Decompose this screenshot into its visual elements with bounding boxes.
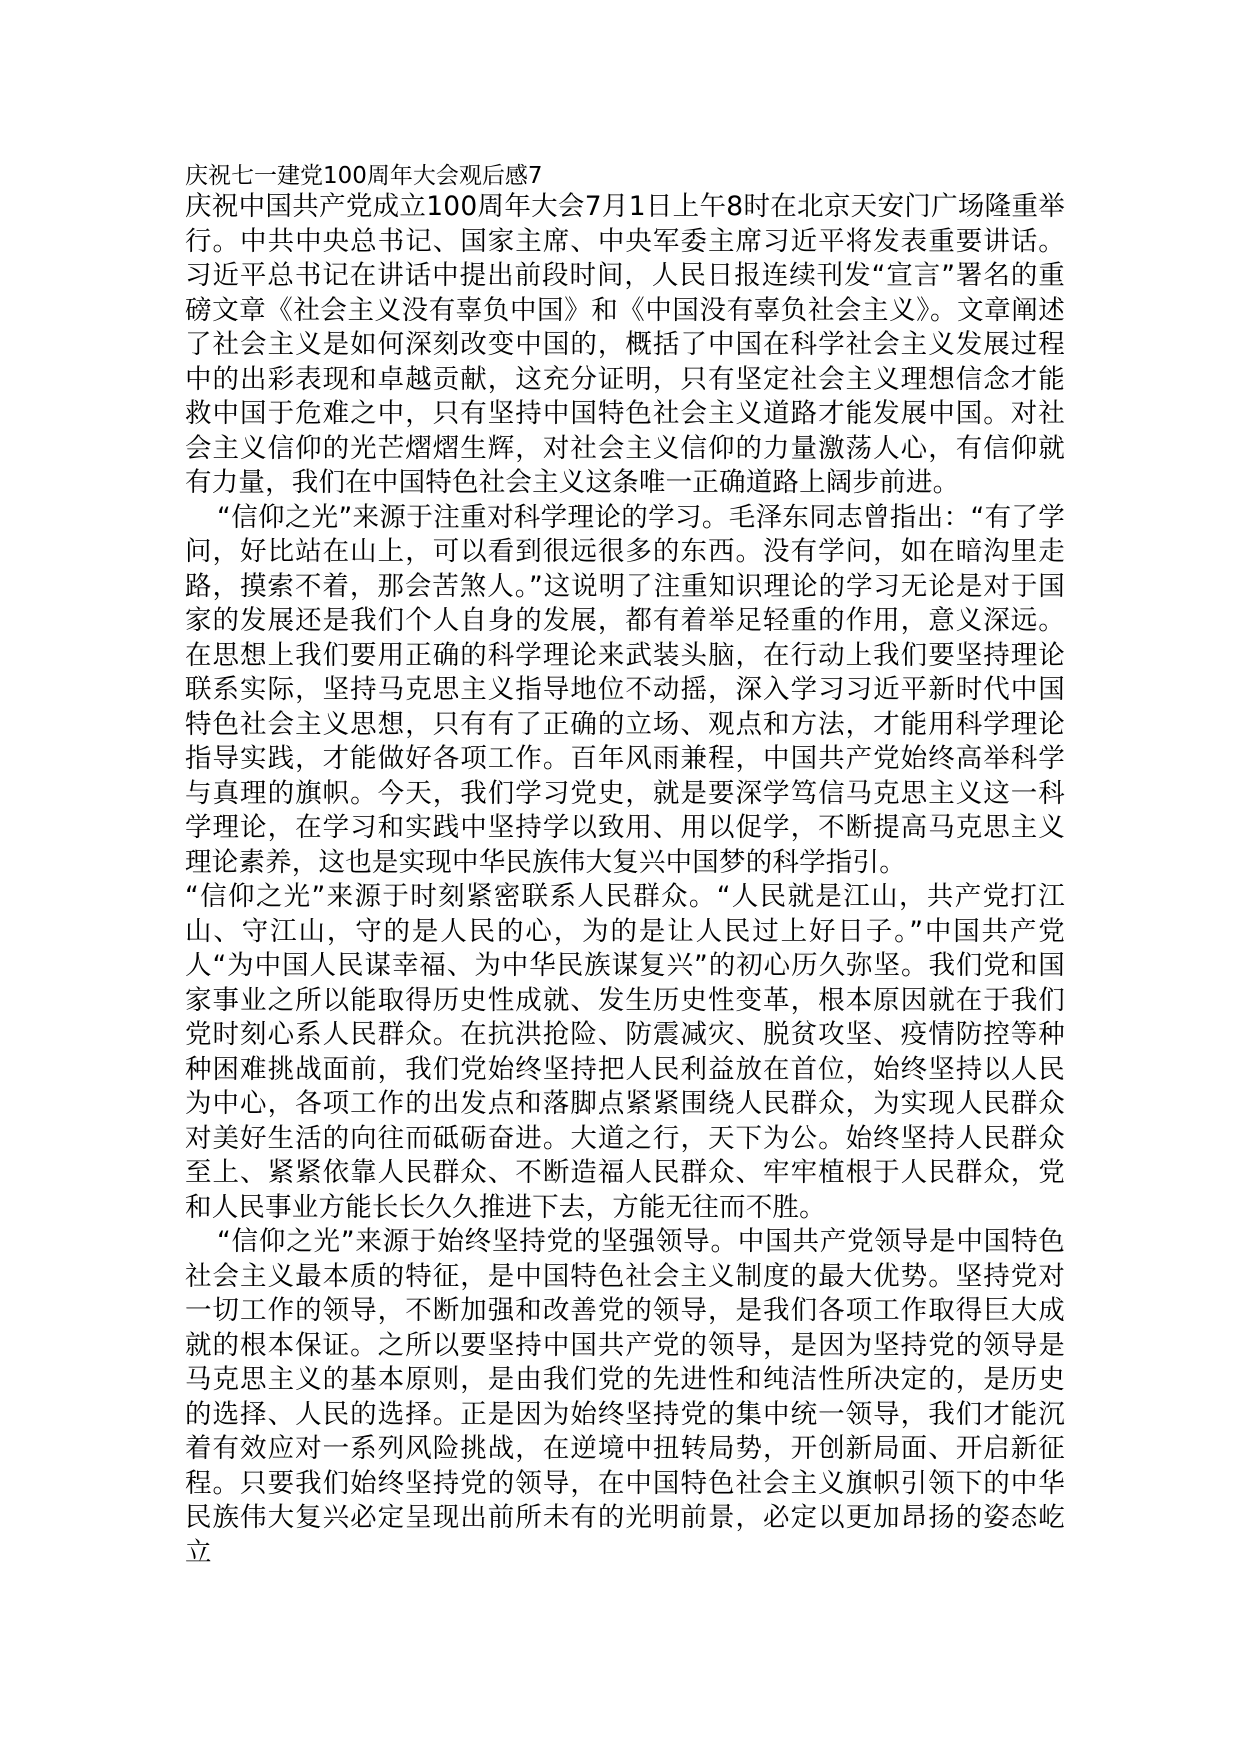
document-title: 庆祝七一建党100周年大会观后感7 xyxy=(185,163,543,189)
paragraph-people: “信仰之光”来源于时刻紧密联系人民群众。“人民就是江山，共产党打江山、守江山，守的是人民的心，为的是让人民过上好日子。”中国共产党人“为中国人民谋幸福、为中华民族谋复兴”的初心历久弥坚。我们党和国家事业之所以能取得历史性成就、发生历史性变革，根本原因就在于我们党时刻心系人民群众。在抗洪抢险、防震减灾、脱贫攻坚、疫情防控等种种困难挑战面前，我们党始终坚持把人民利益放在首位，始终坚持以人民为中心，各项工作的出发点和落脚点紧紧围绕人民群众，为实现人民群众对美好生活的向往而砥砺奋进。大道之行，天下为公。始终坚持人民群众至上、紧紧依靠人民群众、不断造福人民群众、牢牢植根于人民群众，党和人民事业方能长长久久推进下去，方能无往而不胜。 xyxy=(185,881,1065,1223)
paragraph-leadership: “信仰之光”来源于始终坚持党的坚强领导。中国共产党领导是中国特色社会主义最本质的特征，是中国特色社会主义制度的最大优势。坚持党对一切工作的领导，不断加强和改善党的领导，是我们各项工作取得巨大成就的根本保证。之所以要坚持中国共产党的领导，是因为坚持党的领导是马克思主义的基本原则，是由我们党的先进性和纯洁性所决定的，是历史的选择、人民的选择。正是因为始终坚持党的集中统一领导，我们才能沉着有效应对一系列风险挑战，在逆境中扭转局势，开创新局面、开启新征程。只要我们始终坚持党的领导，在中国特色社会主义旗帜引领下的中华民族伟大复兴必定呈现出前所未有的光明前景，必定以更加昂扬的姿态屹立 xyxy=(185,1226,1065,1568)
paragraph-theory: “信仰之光”来源于注重对科学理论的学习。毛泽东同志曾指出：“有了学问，好比站在山上，可以看到很远很多的东西。没有学问，如在暗沟里走路，摸索不着，那会苦煞人。”这说明了注重知识理论的学习无论是对于国家的发展还是我们个人自身的发展，都有着举足轻重的作用，意义深远。在思想上我们要用正确的科学理论来武装头脑，在行动上我们要坚持理论联系实际，坚持马克思主义指导地位不动摇，深入学习习近平新时代中国特色社会主义思想，只有有了正确的立场、观点和方法，才能用科学理论指导实践，才能做好各项工作。百年风雨兼程，中国共产党始终高举科学与真理的旗帜。今天，我们学习党史，就是要深学笃信马克思主义这一科学理论，在学习和实践中坚持学以致用、用以促学，不断提高马克思主义理论素养，这也是实现中华民族伟大复兴中国梦的科学指引。 xyxy=(185,501,1066,878)
paragraph-intro: 庆祝中国共产党成立100周年大会7月1日上午8时在北京天安门广场隆重举行。中共中央总书记、国家主席、中央军委主席习近平将发表重要讲话。习近平总书记在讲话中提出前段时间，人民日报连续刊发“宣言”署名的重磅文章《社会主义没有辜负中国》和《中国没有辜负社会主义》。文章阐述了社会主义是如何深刻改变中国的，概括了中国在科学社会主义发展过程中的出彩表现和卓越贡献，这充分证明，只有坚定社会主义理想信念才能救中国于危难之中，只有坚持中国特色社会主义道路才能发展中国。对社会主义信仰的光芒熠熠生辉，对社会主义信仰的力量激荡人心，有信仰就有力量，我们在中国特色社会主义这条唯一正确道路上阔步前进。 xyxy=(185,191,1065,498)
document-body xyxy=(185,162,1065,1570)
